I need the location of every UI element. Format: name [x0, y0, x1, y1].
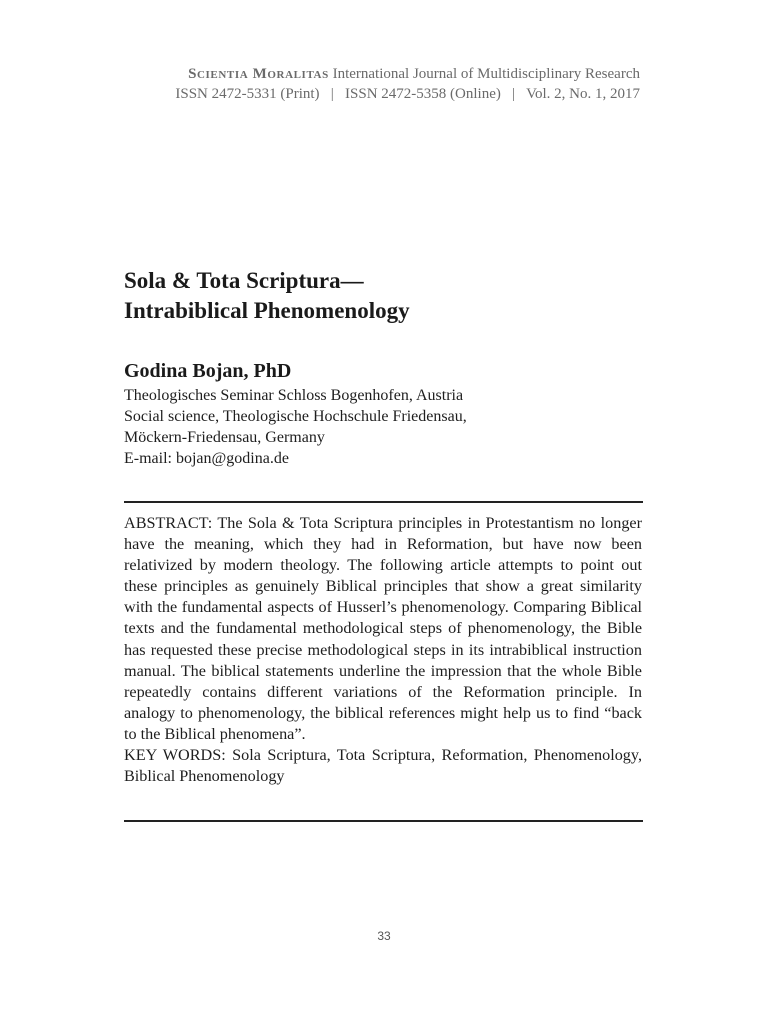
title-line-2: Intrabiblical Phenomenology: [124, 298, 410, 323]
journal-subtitle: International Journal of Multidisciplinary Research: [332, 66, 640, 82]
issn-line: ISSN 2472-5331 (Print) | ISSN 2472-5358 (Online) | Vol. 2, No. 1, 2017: [175, 86, 640, 102]
affiliation-line-1: Theologisches Seminar Schloss Bogenhofen, Austria: [124, 387, 464, 404]
title-line-1: Sola & Tota Scriptura—: [124, 268, 364, 293]
author-name: Godina Bojan, PhD: [124, 360, 292, 382]
abstract-text: ABSTRACT: The Sola & Tota Scriptura principles in Protestantism no longer have the meaning, which they had in Reformation, but have now been relativized by modern theology. The following article attempts to point out these principles as genuinely Biblical principles that show a great similarity with the fundamental aspects of Husserl’s phenomenology. Comparing Biblical texts and the fundamental methodological steps of phenomenology, the Bible has requested these precise methodological steps in its intrabiblical instruction manual. The biblical statements underline the impression that the whole Bible repeatedly contains different variations of the Reformation principle. In analogy to phenomenology, the biblical references might help us to find “back to the Biblical phenomena”.: [124, 514, 642, 743]
keywords-text: KEY WORDS: Sola Scriptura, Tota Scriptura, Reformation, Phenomenology, Biblical Phenomenology: [124, 746, 642, 786]
affiliation-line-3: Möckern-Friedensau, Germany: [124, 429, 325, 446]
author-email: E-mail: bojan@godina.de: [124, 450, 289, 467]
page-number: 33: [377, 929, 391, 943]
affiliation-line-2: Social science, Theologische Hochschule Friedensau,: [124, 408, 467, 425]
abstract-top-divider: [124, 501, 643, 503]
author-block: [124, 358, 644, 469]
journal-line: [175, 64, 640, 84]
article-title: [124, 266, 644, 326]
journal-name: Scientia Moralitas: [188, 66, 329, 82]
abstract-bottom-divider: [124, 820, 643, 822]
running-header: [175, 64, 640, 104]
abstract-section: [124, 513, 642, 787]
